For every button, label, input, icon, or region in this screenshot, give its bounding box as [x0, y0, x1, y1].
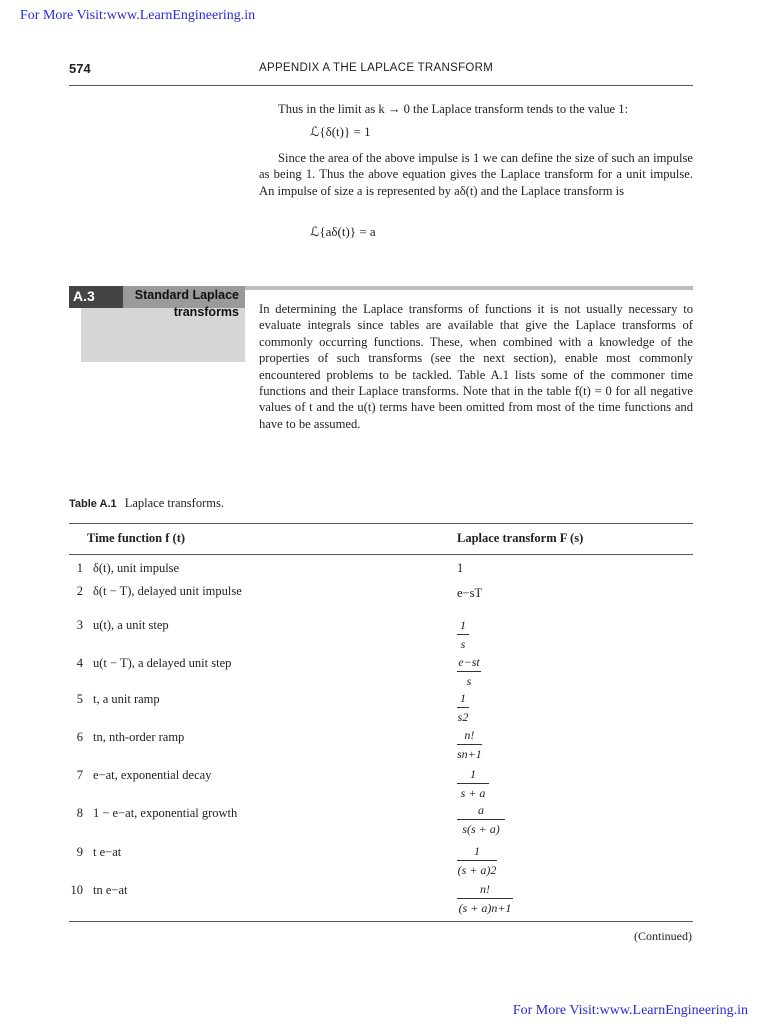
table-caption-text: Laplace transforms.: [124, 496, 224, 510]
fraction-numerator: e−st: [458, 655, 480, 669]
table-row-number: 9: [76, 845, 83, 859]
table-row-time-function: e−at, exponential decay: [93, 768, 212, 782]
section-rule: [245, 286, 693, 290]
fraction-denominator: sn+1: [457, 744, 482, 761]
table-row-time-function: u(t), a unit step: [93, 618, 169, 632]
watermark-bottom[interactable]: For More Visit:www.LearnEngineering.in: [512, 1003, 748, 1018]
section-body: In determining the Laplace transforms of functions it is not usually necessary to evaluate integrals since tables are available that give the Laplace transforms of commonly occurring functions. These, when combined with a knowledge of the properties of such transforms (see the next section), enable most commonly encountered problems to be tackled. Table A.1 lists some of the commoner time functions and their Laplace transforms. Note that in the table f(t) = 0 for all negative values of t and the u(t) terms have been omitted from most of the time functions and have to be assumed.: [259, 302, 693, 431]
table-row-laplace-fraction: [457, 618, 469, 651]
table-bottom-rule: [69, 921, 693, 922]
section-title-line-1: Standard Laplace: [134, 288, 239, 302]
column-header-laplace: Laplace transform F (s): [457, 531, 584, 545]
table-row-laplace-fraction: [457, 691, 469, 724]
table-row-number: 1: [76, 561, 83, 575]
table-row-number: 8: [76, 806, 83, 820]
fraction-denominator: s + a: [457, 783, 489, 800]
table-row-number: 10: [70, 883, 83, 897]
table-row-number: 7: [76, 768, 83, 782]
table-row-time-function: tn e−at: [93, 883, 128, 897]
table-top-rule: [69, 523, 693, 524]
intro-paragraph-1: Thus in the limit as k → 0 the Laplace transform tends to the value 1:: [278, 102, 629, 116]
running-title: APPENDIX A THE LAPLACE TRANSFORM: [259, 62, 494, 74]
fraction-denominator: s(s + a): [457, 819, 505, 836]
section-title: [123, 287, 239, 321]
table-row-laplace-fraction: [457, 844, 497, 877]
table-row-time-function: tn, nth-order ramp: [93, 730, 185, 744]
section-number: A.3: [73, 288, 95, 304]
table-row-laplace: 1: [457, 561, 464, 575]
equation-scaled-impulse: ℒ{aδ(t)} = a: [310, 224, 376, 239]
table-caption: [69, 496, 224, 511]
fraction-numerator: a: [478, 803, 484, 817]
table-header-rule: [69, 554, 693, 555]
table-label: Table A.1: [69, 498, 117, 510]
fraction-denominator: s2: [457, 707, 469, 724]
table-row-time-function: t, a unit ramp: [93, 692, 160, 706]
fraction-denominator: (s + a)2: [457, 860, 497, 877]
fraction-numerator: 1: [470, 767, 476, 781]
table-row-number: 2: [76, 584, 83, 598]
table-row-laplace-fraction: [457, 767, 489, 800]
table-row-number: 3: [76, 618, 83, 632]
equation-impulse: ℒ{δ(t)} = 1: [310, 124, 371, 139]
column-header-time: Time function f (t): [87, 531, 186, 545]
table-row-laplace: e−sT: [457, 586, 483, 600]
fraction-numerator: 1: [474, 844, 480, 858]
fraction-denominator: (s + a)n+1: [457, 898, 513, 915]
header-rule: [69, 85, 693, 86]
fraction-numerator: n!: [480, 882, 490, 896]
continued-note: (Continued): [634, 929, 692, 943]
table-row-time-function: δ(t − T), delayed unit impulse: [93, 584, 242, 598]
fraction-denominator: s: [457, 671, 481, 688]
table-row-number: 5: [76, 692, 83, 706]
intro-paragraph-2: Since the area of the above impulse is 1 we can define the size of such an impulse as being 1. Thus the above equation gives the Laplace transform for a unit impulse. An impulse of size a is represented by aδ(t) and the Laplace transform is: [259, 151, 693, 198]
fraction-numerator: 1: [460, 691, 466, 705]
table-row-laplace-fraction: [457, 882, 513, 915]
page-number: 574: [69, 61, 91, 76]
table-row-time-function: u(t − T), a delayed unit step: [93, 656, 232, 670]
table-row-number: 4: [76, 656, 83, 670]
section-title-line-2: transforms: [173, 305, 239, 319]
table-row-time-function: δ(t), unit impulse: [93, 561, 180, 575]
fraction-numerator: n!: [464, 728, 475, 742]
fraction-numerator: 1: [460, 618, 466, 632]
table-row-time-function: t e−at: [93, 845, 122, 859]
table-row-laplace-fraction: [457, 803, 505, 836]
fraction-denominator: s: [457, 634, 469, 651]
table-row-laplace-fraction: [457, 655, 481, 688]
table-row-time-function: 1 − e−at, exponential growth: [93, 806, 238, 820]
table-row-number: 6: [76, 730, 83, 744]
table-row-laplace-fraction: [457, 728, 482, 761]
watermark-top[interactable]: For More Visit:www.LearnEngineering.in: [20, 8, 256, 23]
